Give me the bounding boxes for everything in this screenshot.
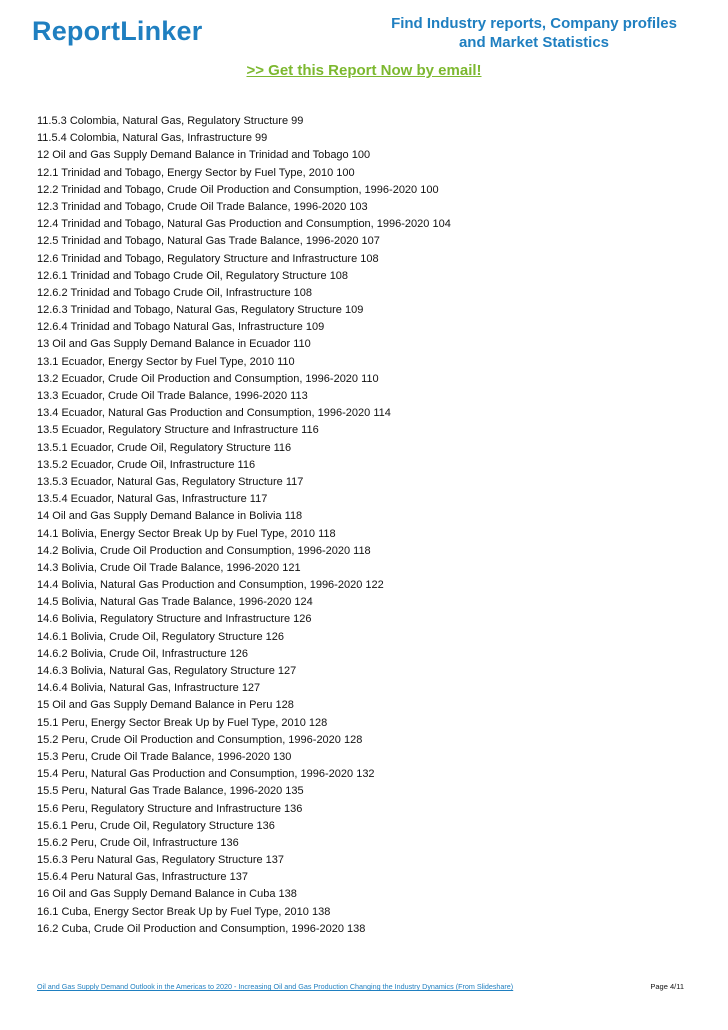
toc-entry: 15.4 Peru, Natural Gas Production and Consumption, 1996-2020 132 [37,768,375,781]
toc-entry: 13.5.2 Ecuador, Crude Oil, Infrastructure 116 [37,458,256,471]
toc-entry: 14.2 Bolivia, Crude Oil Production and Consumption, 1996-2020 118 [37,544,371,557]
footer-report-link[interactable]: Oil and Gas Supply Demand Outlook in the Americas to 2020 - Increasing Oil and Gas Production Changing the Industry Dynamics (From Slideshare) [37,982,514,991]
toc-entry: 15.6.2 Peru, Crude Oil, Infrastructure 136 [37,836,239,849]
toc-entry: 14 Oil and Gas Supply Demand Balance in Bolivia 118 [37,510,303,523]
toc-entry: 13.5.3 Ecuador, Natural Gas, Regulatory Structure 117 [37,475,304,488]
toc-entry: 14.4 Bolivia, Natural Gas Production and Consumption, 1996-2020 122 [37,579,384,592]
toc-entry: 12.6.3 Trinidad and Tobago, Natural Gas, Regulatory Structure 109 [37,304,364,317]
toc-entry: 14.5 Bolivia, Natural Gas Trade Balance, 1996-2020 124 [37,596,313,609]
toc-entry: 12.6.2 Trinidad and Tobago Crude Oil, Infrastructure 108 [37,286,312,299]
toc-entry: 14.6.2 Bolivia, Crude Oil, Infrastructure 126 [37,647,248,660]
toc-entry: 15.5 Peru, Natural Gas Trade Balance, 1996-2020 135 [37,785,304,798]
get-report-cta [0,62,728,79]
toc-entry: 15.3 Peru, Crude Oil Trade Balance, 1996-2020 130 [37,750,292,763]
toc-entry: 16 Oil and Gas Supply Demand Balance in Cuba 138 [37,888,297,901]
toc-entry: 12 Oil and Gas Supply Demand Balance in Trinidad and Tobago 100 [37,149,371,162]
toc-entry: 13.2 Ecuador, Crude Oil Production and Consumption, 1996-2020 110 [37,372,379,385]
toc-entry: 15.6.4 Peru Natural Gas, Infrastructure 137 [37,871,248,884]
toc-entry: 15.6.1 Peru, Crude Oil, Regulatory Structure 136 [37,819,275,832]
toc-entry: 13.5.1 Ecuador, Crude Oil, Regulatory Structure 116 [37,441,292,454]
toc-entry: 13.5.4 Ecuador, Natural Gas, Infrastructure 117 [37,493,268,506]
toc-entry: 16.1 Cuba, Energy Sector Break Up by Fuel Type, 2010 138 [37,905,331,918]
toc-entry: 13.3 Ecuador, Crude Oil Trade Balance, 1996-2020 113 [37,390,308,402]
toc-entry: 11.5.4 Colombia, Natural Gas, Infrastructure 99 [37,132,268,145]
page-number: Page 4/11 [650,982,684,991]
toc-entry: 14.1 Bolivia, Energy Sector Break Up by Fuel Type, 2010 118 [37,527,336,540]
toc-entry: 12.5 Trinidad and Tobago, Natural Gas Trade Balance, 1996-2020 107 [37,235,380,248]
toc-entry: 12.1 Trinidad and Tobago, Energy Sector by Fuel Type, 2010 100 [37,166,355,179]
toc-entry: 12.6.4 Trinidad and Tobago Natural Gas, Infrastructure 109 [37,321,325,334]
toc-entry: 15.6 Peru, Regulatory Structure and Infrastructure 136 [37,802,303,815]
toc-entry: 14.3 Bolivia, Crude Oil Trade Balance, 1996-2020 121 [37,561,301,574]
toc-entry: 11.5.3 Colombia, Natural Gas, Regulatory Structure 99 [37,115,304,127]
toc-entry: 15 Oil and Gas Supply Demand Balance in Peru 128 [37,699,294,712]
table-of-contents [37,113,451,938]
toc-entry: 14.6.3 Bolivia, Natural Gas, Regulatory Structure 127 [37,665,297,677]
toc-entry: 14.6.4 Bolivia, Natural Gas, Infrastructure 127 [37,682,261,695]
toc-entry: 14.6.1 Bolivia, Crude Oil, Regulatory Structure 126 [37,630,285,643]
toc-entry: 15.2 Peru, Crude Oil Production and Consumption, 1996-2020 128 [37,733,363,746]
toc-entry: 12.6 Trinidad and Tobago, Regulatory Structure and Infrastructure 108 [37,252,379,265]
toc-entry: 12.6.1 Trinidad and Tobago Crude Oil, Regulatory Structure 108 [37,269,349,282]
toc-entry: 13 Oil and Gas Supply Demand Balance in Ecuador 110 [37,338,311,351]
toc-entry: 16.2 Cuba, Crude Oil Production and Consumption, 1996-2020 138 [37,922,366,935]
toc-entry: 13.4 Ecuador, Natural Gas Production and Consumption, 1996-2020 114 [37,407,391,420]
reportlinker-logo[interactable]: ReportLinker [32,16,203,46]
header-tagline [384,14,684,52]
get-report-link[interactable]: >> Get this Report Now by email! [246,62,482,79]
tagline-line-1: Find Industry reports, Company profiles [391,15,677,32]
toc-entry: 12.3 Trinidad and Tobago, Crude Oil Trade Balance, 1996-2020 103 [37,200,368,213]
toc-entry: 15.1 Peru, Energy Sector Break Up by Fuel Type, 2010 128 [37,716,328,729]
toc-entry: 13.1 Ecuador, Energy Sector by Fuel Type, 2010 110 [37,355,295,368]
toc-entry: 13.5 Ecuador, Regulatory Structure and Infrastructure 116 [37,424,319,437]
toc-entry: 14.6 Bolivia, Regulatory Structure and Infrastructure 126 [37,613,312,626]
tagline-line-2: and Market Statistics [458,34,610,51]
toc-entry: 12.4 Trinidad and Tobago, Natural Gas Production and Consumption, 1996-2020 104 [37,218,451,231]
toc-entry: 12.2 Trinidad and Tobago, Crude Oil Production and Consumption, 1996-2020 100 [37,183,439,196]
toc-entry: 15.6.3 Peru Natural Gas, Regulatory Structure 137 [37,854,285,867]
